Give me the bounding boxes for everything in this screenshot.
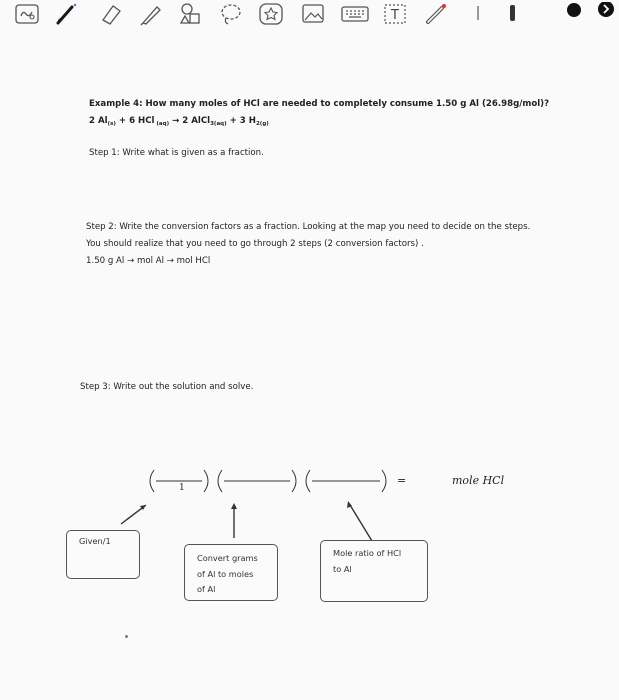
ratio-line-1: Mole ratio of HCl (333, 548, 402, 558)
step-2-path: 1.50 g Al → mol Al → mol HCl (86, 256, 211, 266)
pointer-arrows (110, 497, 410, 545)
denominator-one: 1 (179, 483, 185, 493)
step-1-text: Step 1: Write what is given as a fraction. (89, 148, 264, 158)
given-label: Given/1 (79, 536, 111, 546)
stray-mark (125, 635, 128, 638)
step-3-text: Step 3: Write out the solution and solve. (80, 382, 254, 392)
ratio-line-2: to Al (333, 564, 352, 574)
convert-line-2: of Al to moles (197, 569, 254, 579)
text-tool-glyph: T (391, 8, 399, 23)
result-unit: mole HCl (452, 474, 505, 487)
balanced-equation: 2 $Al_{(s)} + 6$ HCl $_{(aq)}$ → 2 AlCl$_{3(aq)}$ + 3 $H_{2(g)}$ (89, 116, 269, 127)
convert-line-1: Convert grams (197, 553, 258, 563)
question-prompt: Example 4: How many moles of HCl are needed to completely consume 1.50 g Al (26.98g/mol)? (89, 99, 550, 109)
step-2-line-2: You should realize that you need to go through 2 steps (2 conversion factors) . (86, 239, 424, 249)
equals-sign: = (397, 474, 407, 487)
step-2-line-1: Step 2: Write the conversion factors as a fraction. Looking at the map you need to decide on the steps. (86, 222, 531, 232)
convert-line-3: of Al (197, 584, 216, 594)
convert-grams-box[interactable] (184, 544, 278, 601)
given-box[interactable] (66, 530, 140, 579)
mole-ratio-box[interactable] (320, 540, 428, 602)
